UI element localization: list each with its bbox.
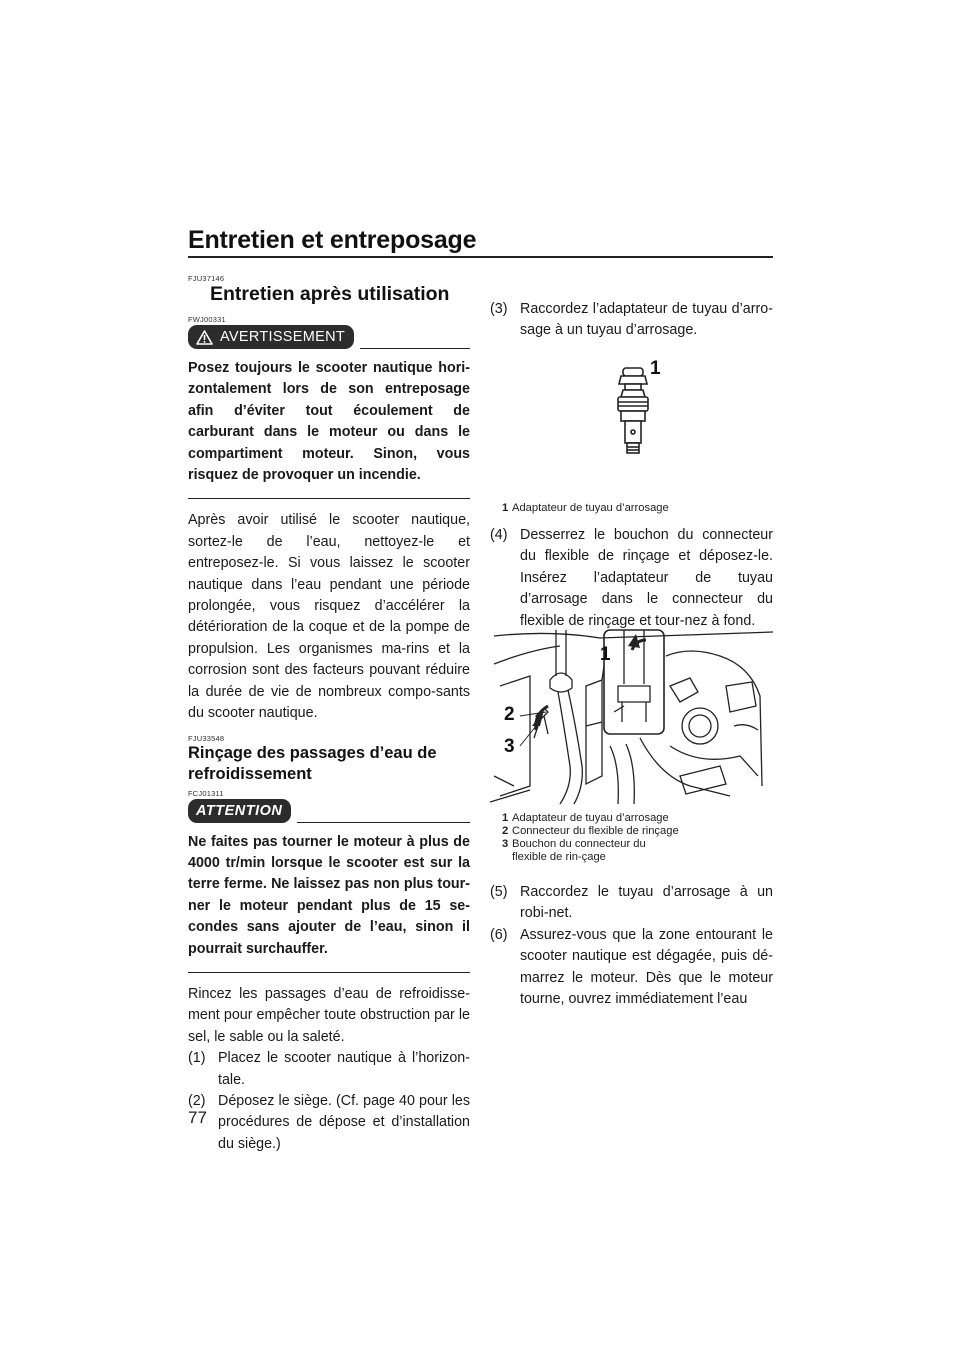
section-code: FJU37146 — [188, 274, 225, 283]
attention-code: FCJ01311 — [188, 788, 224, 798]
figure-engine-caption — [490, 812, 785, 864]
step-item — [188, 1048, 470, 1091]
warning-banner-row — [188, 325, 470, 349]
attention-end-rule — [188, 972, 470, 973]
step-number: (3) — [490, 301, 508, 317]
figure-callout: 2 — [504, 704, 515, 725]
intro-paragraph: Après avoir utilisé le scooter nautique, sortez-le de l’eau, nettoyez-le et entreposez-le. Si vous laissez le scooter nautique dans l’eau pendant une période prolongée, vous risquez d’accélérer la détérioration de la coque et de la pompe de propulsion. Les organismes ma-rins et la corrosion sont des facteurs pouvant réduire la durée de vie de nombreux compo-sants du scooter nautique. — [188, 512, 470, 722]
caption-row — [502, 825, 785, 838]
caption-number: 1 — [502, 502, 509, 514]
attention-label: ATTENTION — [196, 802, 283, 819]
caption-text: Bouchon du connecteur du flexible de rin-çage — [512, 838, 646, 863]
step-text: Raccordez le tuyau d’arrosage à un robi-net. — [520, 884, 773, 922]
figure-adapter — [490, 352, 773, 490]
step-item — [188, 1091, 470, 1155]
step-text: Placez le scooter nautique à l’horizon-tale. — [218, 1050, 470, 1088]
step4-block — [490, 525, 773, 632]
step-number: (1) — [188, 1050, 206, 1067]
right-column — [490, 299, 773, 342]
warning-banner-line — [360, 348, 470, 349]
caption-row — [502, 812, 785, 825]
attention-banner-line — [297, 822, 470, 823]
figure-adapter-caption — [490, 502, 785, 515]
warning-text: Posez toujours le scooter nautique hori-zontalement lors de son entreposage afin d’éviter tout écoulement de carburant dans le moteur ou dans le compartiment moteur. Sinon, vous risquez de provoquer un incendie. — [188, 360, 470, 484]
step-text: Déposez le siège. (Cf. page 40 pour les procédures de dépose et d’installation du siège.) — [218, 1092, 470, 1152]
warning-triangle-icon — [196, 330, 213, 345]
step-item — [490, 299, 773, 342]
left-column — [188, 274, 470, 1155]
figure-callout: 1 — [600, 644, 611, 665]
caption-text: Adaptateur de tuyau d’arrosage — [512, 502, 669, 514]
step-text: Raccordez l’adaptateur de tuyau d’arro-sage à un tuyau d’arrosage. — [520, 301, 773, 339]
warning-end-rule — [188, 498, 470, 499]
caption-row — [502, 502, 785, 515]
step-text: Desserrez le bouchon du connecteur du flexible de rinçage et déposez-le. Insérez l’adaptateur de tuyau d’arrosage dans le connecteur du flexible de rinçage et tour-nez à fond. — [520, 527, 773, 629]
figure-callout: 3 — [504, 736, 515, 757]
left-steps-list — [188, 1048, 470, 1155]
caption-number: 1 — [502, 812, 509, 824]
warning-banner — [188, 325, 354, 349]
garden-hose-adapter-illustration — [490, 352, 773, 490]
caption-row — [502, 838, 785, 864]
figure-engine-compartment — [490, 626, 773, 806]
step-item — [490, 925, 773, 1011]
figure-callout: 1 — [650, 358, 661, 379]
subsection-title-line2: refroidissement — [188, 764, 312, 783]
step-item — [490, 882, 773, 925]
step-number: (5) — [490, 884, 508, 900]
attention-banner — [188, 799, 291, 823]
subsection-code: FJU33548 — [188, 733, 225, 743]
subsection-title-line1: Rinçage des passages d’eau de — [188, 743, 437, 762]
header-rule — [188, 256, 773, 258]
steps-after-block — [490, 882, 773, 1010]
step-item — [490, 525, 773, 632]
step-text: Assurez-vous que la zone entourant le scooter nautique est dégagée, puis dé-marrez le moteur. Dès que le moteur tourne, ouvrez immédiatement l’eau — [520, 926, 773, 1008]
warning-code: FWJ00331 — [188, 315, 226, 324]
caption-text: Connecteur du flexible de rinçage — [512, 825, 679, 837]
steps-after-list — [490, 882, 773, 1010]
caption-number: 3 — [502, 838, 509, 850]
caption-number: 2 — [502, 825, 509, 837]
warning-label: AVERTISSEMENT — [220, 329, 346, 345]
page-number: 77 — [188, 1108, 207, 1127]
page-title: Entretien et entreposage — [188, 226, 477, 254]
attention-text: Ne faites pas tourner le moteur à plus de 4000 tr/min lorsque le scooter est sur la terre ferme. Ne laissez pas non plus tour-ner le moteur pendant plus de 15 se-condes sans ajouter de l’eau, sinon il pourrait surchauffer. — [188, 833, 470, 957]
section-title: Entretien après utilisation — [210, 283, 450, 305]
callout-leader-lines — [490, 626, 773, 806]
step-number: (4) — [490, 527, 508, 543]
step-number: (2) — [188, 1092, 206, 1109]
step4-list — [490, 525, 773, 632]
caption-text: Adaptateur de tuyau d’arrosage — [512, 812, 669, 824]
step3-list — [490, 299, 773, 342]
step-number: (6) — [490, 926, 508, 943]
attention-banner-row — [188, 799, 470, 823]
rinse-paragraph: Rincez les passages d’eau de refroidisse-ment pour empêcher toute obstruction par le sel, le sable ou la saleté. — [188, 985, 470, 1045]
